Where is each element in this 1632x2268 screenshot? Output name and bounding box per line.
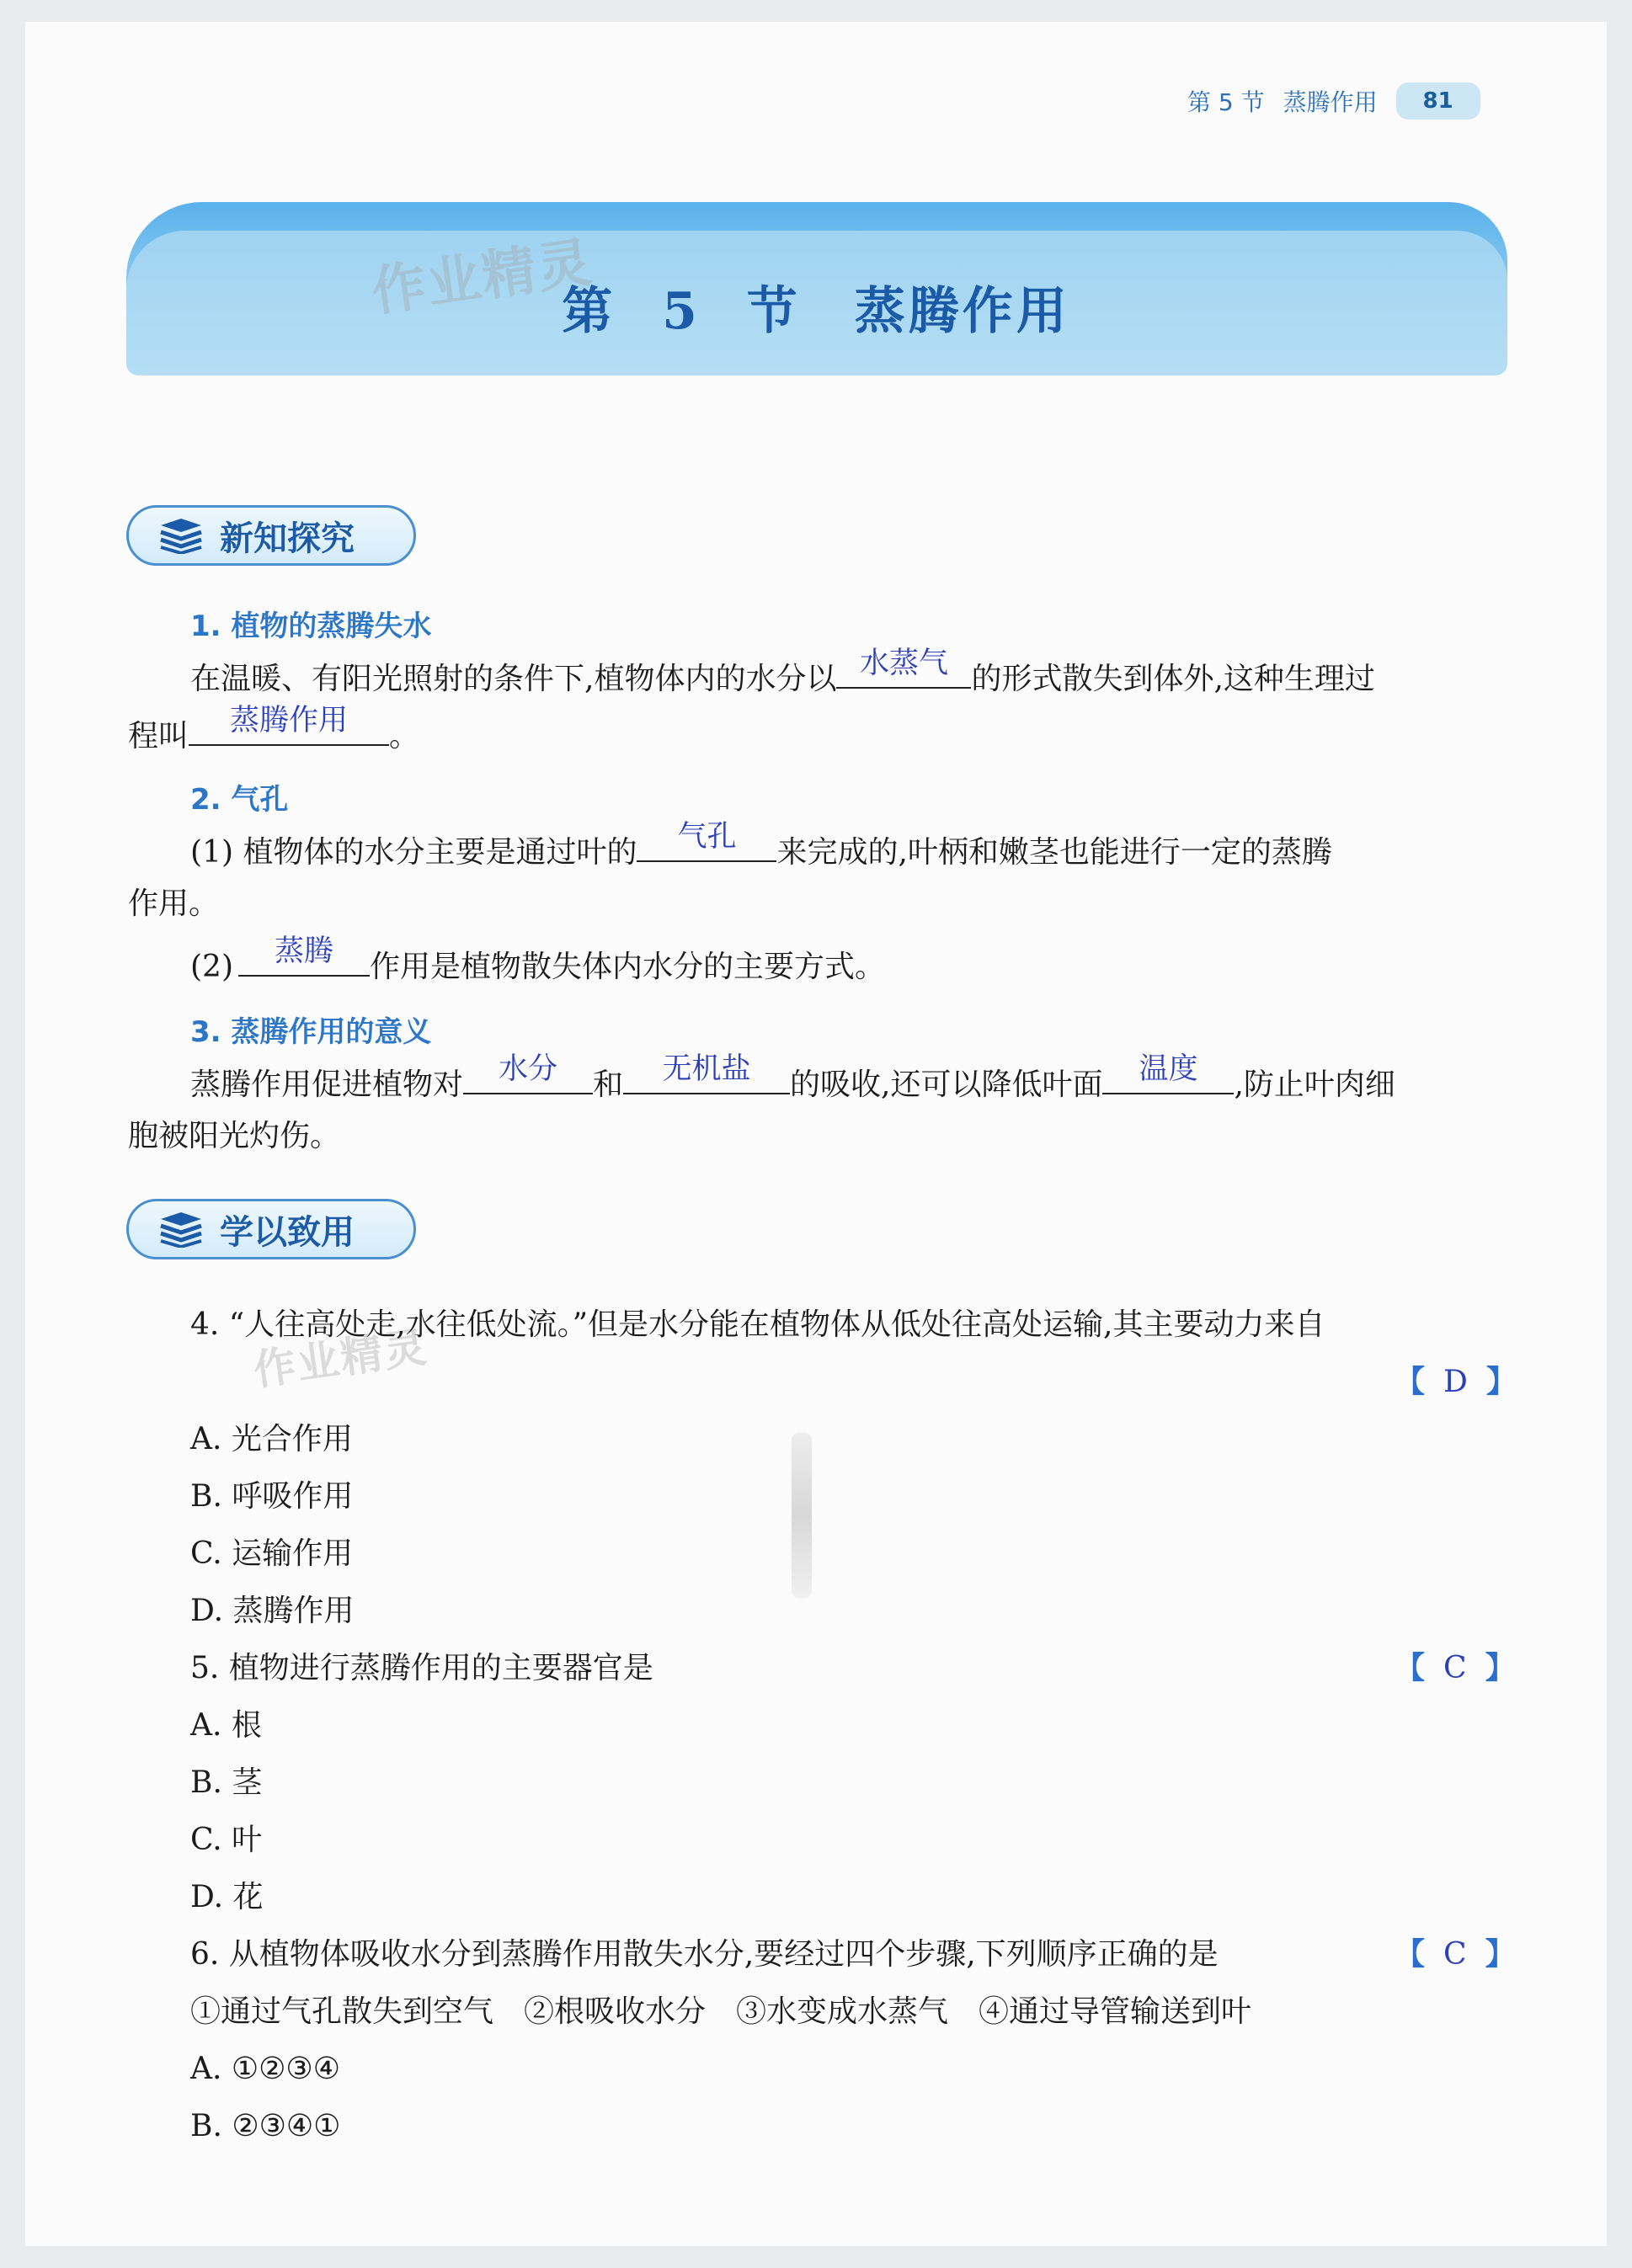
- question-5-stem: 5. 植物进行蒸腾作用的主要器官是: [190, 1651, 653, 1685]
- question-4-stem: 4. “人往高处走,水往低处流。”但是水分能在植物体从低处往高处运输,其主要动力来自: [190, 1307, 1325, 1342]
- answer-blank: [238, 934, 370, 977]
- heading-2: 2. 气孔: [190, 783, 289, 817]
- question-5-option: A. 根: [190, 1708, 262, 1743]
- section-label-explore: 新知探究: [220, 519, 355, 558]
- answer-blank: [463, 1052, 593, 1094]
- text: (1) 植物体的水分主要是通过叶的: [190, 835, 637, 870]
- text: 。: [389, 719, 420, 753]
- question-5-option: D. 花: [190, 1880, 264, 1914]
- books-icon: [157, 517, 205, 554]
- text: 作用是植物散失体内水分的主要方式。: [370, 950, 886, 984]
- text: 和: [593, 1067, 624, 1102]
- workbook-page: [25, 22, 1607, 2246]
- answer-blank: [1102, 1052, 1234, 1094]
- question-6-answer-bracket: 【 C 】: [1395, 1937, 1516, 1972]
- watermark: 作业精灵: [367, 231, 597, 324]
- text: (2): [190, 950, 233, 984]
- text: 来完成的,叶柄和嫩茎也能进行一定的蒸腾: [776, 835, 1332, 870]
- section-pill-apply: [126, 1199, 416, 1259]
- answer-blank: [623, 1052, 790, 1094]
- scan-smudge: [792, 1433, 812, 1598]
- answer-text: 水分: [499, 1052, 558, 1086]
- answer-blank: [637, 820, 776, 862]
- text: 蒸腾作用促进植物对: [190, 1067, 464, 1102]
- question-6-stem: 6. 从植物体吸收水分到蒸腾作用散失水分,要经过四个步骤,下列顺序正确的是: [190, 1937, 1219, 1972]
- answer-text: 无机盐: [662, 1052, 751, 1086]
- paragraph-3: [190, 934, 886, 986]
- running-header: [1187, 83, 1480, 120]
- answer-text: 气孔: [677, 820, 737, 854]
- text: 在温暖、有阳光照射的条件下,植物体内的水分以: [190, 662, 837, 696]
- question-4-option: D. 蒸腾作用: [190, 1594, 355, 1628]
- paragraph-4-line-2: 胞被阳光灼伤。: [128, 1119, 341, 1153]
- paragraph-2-line-1: [190, 820, 1332, 871]
- question-6-answer: C: [1443, 1937, 1467, 1972]
- heading-3: 3. 蒸腾作用的意义: [190, 1015, 432, 1049]
- answer-text: 蒸腾作用: [230, 704, 349, 737]
- header-section: 第 5 节: [1187, 88, 1265, 116]
- question-6-steps: ①通过气孔散失到空气 ②根吸收水分 ③水变成水蒸气 ④通过导管输送到叶: [190, 1994, 1252, 2029]
- question-4-option: C. 运输作用: [190, 1536, 354, 1571]
- page-number: 81: [1396, 83, 1480, 120]
- paragraph-1-line-2: [128, 704, 420, 755]
- paragraph-1-line-1: [190, 647, 1375, 698]
- answer-text: 温度: [1139, 1052, 1198, 1086]
- paragraph-4-line-1: [190, 1052, 1395, 1104]
- text: 程叫: [128, 719, 189, 753]
- question-4-option: B. 呼吸作用: [190, 1479, 354, 1514]
- answer-text: 蒸腾: [274, 934, 333, 968]
- header-topic: 蒸腾作用: [1283, 88, 1378, 116]
- question-5-option: B. 茎: [190, 1765, 263, 1800]
- question-5-answer: C: [1443, 1651, 1467, 1685]
- question-4-answer: D: [1443, 1365, 1468, 1399]
- watermark: 作业精灵: [250, 1322, 431, 1396]
- answer-text: 水蒸气: [859, 647, 948, 680]
- section-label-apply: 学以致用: [220, 1212, 355, 1252]
- question-5-option: C. 叶: [190, 1823, 263, 1857]
- question-5-answer-bracket: 【 C 】: [1395, 1651, 1516, 1685]
- question-4-option: A. 光合作用: [190, 1422, 353, 1456]
- question-6-option: A. ①②③④: [190, 2052, 340, 2086]
- heading-1: 1. 植物的蒸腾失水: [190, 610, 432, 643]
- question-4-answer-bracket: 【 D 】: [1395, 1365, 1517, 1399]
- answer-blank: [189, 704, 389, 746]
- page-title: 第 5 节 蒸腾作用: [562, 282, 1070, 341]
- question-6-option: B. ②③④①: [190, 2109, 341, 2143]
- text: ,防止叶肉细: [1234, 1067, 1395, 1102]
- books-icon: [157, 1211, 205, 1248]
- answer-blank: [836, 647, 971, 689]
- text: 的形式散失到体外,这种生理过: [971, 662, 1375, 696]
- section-pill-explore: [126, 505, 416, 566]
- paragraph-2-line-2: 作用。: [128, 886, 220, 921]
- text: 的吸收,还可以降低叶面: [790, 1067, 1103, 1102]
